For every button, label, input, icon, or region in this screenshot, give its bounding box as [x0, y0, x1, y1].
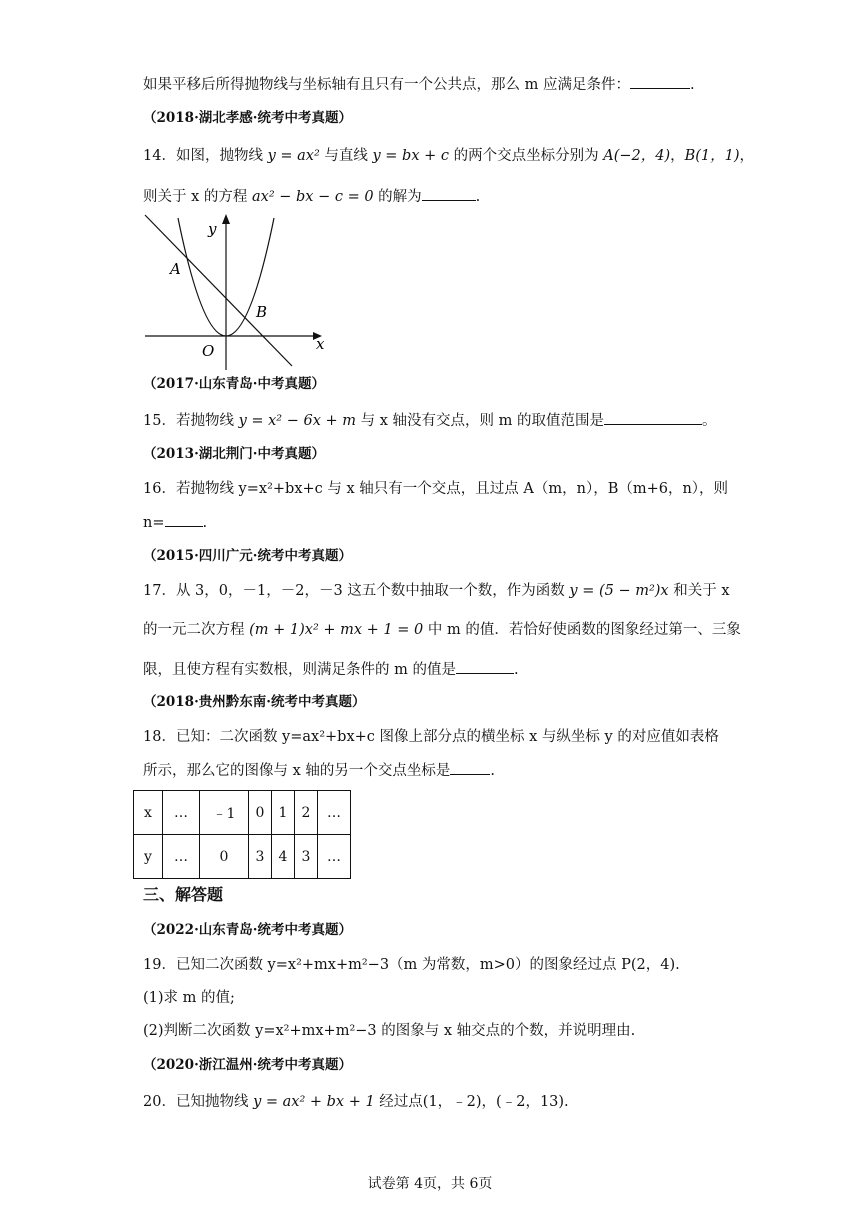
table-cell: 0: [200, 835, 249, 879]
q17-line2: [143, 620, 741, 640]
q14-eq-line: y = bx + c: [372, 148, 449, 164]
label-x: x: [316, 335, 325, 353]
label-origin: O: [202, 342, 215, 360]
q20-eq: y = ax² + bx + 1: [253, 1094, 375, 1110]
q20-text-b: 经过点(1，﹣2)，(﹣2，13).: [374, 1094, 569, 1110]
table-cell: x: [134, 791, 163, 835]
table-cell: 3: [295, 835, 318, 879]
q14-line1: [143, 146, 754, 166]
q15-text-a: 15．若抛物线: [143, 413, 239, 429]
q15-answer-blank[interactable]: [604, 410, 702, 425]
q14-answer-blank[interactable]: [422, 186, 476, 201]
q17-text-b: 和关于 x: [668, 583, 730, 599]
table-cell: 4: [272, 835, 295, 879]
q19-source: （2022·山东青岛·统考中考真题）: [143, 922, 352, 938]
q15-end: 。: [701, 413, 717, 429]
table-cell: …: [163, 835, 200, 879]
q17-text-e: 限，且使方程有实数根，则满足条件的 m 的值是: [143, 662, 456, 678]
q17-period: .: [513, 662, 519, 678]
q18-text-a: 所示，那么它的图像与 x 轴的另一个交点坐标是: [143, 763, 451, 779]
q20-text-a: 20．已知抛物线: [143, 1094, 254, 1110]
q16-line1: 16．若抛物线 y=x²+bx+c 与 x 轴只有一个交点，且过点 A（m，n），B（m+6，n），则: [143, 481, 729, 497]
table-cell: …: [318, 791, 351, 835]
q17-text-c: 的一元二次方程: [143, 622, 250, 638]
q17-text-a: 17．从 3，0，－1，－2，－3 这五个数中抽取一个数，作为函数: [143, 583, 570, 599]
q13-text: 如果平移后所得抛物线与坐标轴有且只有一个公共点，那么 m 应满足条件：: [143, 77, 630, 93]
q18-answer-blank[interactable]: [450, 760, 490, 775]
label-point-b: B: [256, 303, 268, 321]
q20-source: （2020·浙江温州·统考中考真题）: [143, 1057, 352, 1073]
q14-source: （2018·湖北孝感·统考中考真题）: [143, 110, 352, 126]
label-point-a: A: [170, 260, 181, 278]
label-y: y: [208, 220, 217, 238]
q18-line1: 18．已知：二次函数 y=ax²+bx+c 图像上部分点的横坐标 x 与纵坐标 y 的对应值如表格: [143, 729, 719, 745]
q17-eq-quad: (m + 1)x² + mx + 1 = 0: [249, 622, 424, 638]
table-cell: …: [318, 835, 351, 879]
q16-answer-blank[interactable]: [165, 512, 203, 527]
q18-source: （2018·贵州黔东南·统考中考真题）: [143, 694, 366, 710]
q16-source: （2013·湖北荆门·中考真题）: [143, 446, 325, 462]
section-heading: 三、解答题: [143, 885, 224, 904]
q14-point-b: B(1，1): [684, 148, 740, 164]
q14-text-b: 与直线: [319, 148, 373, 164]
q14-comma: ，: [739, 148, 755, 164]
table-cell: 0: [249, 791, 272, 835]
q18-period: .: [490, 763, 496, 779]
table-cell: ﹣1: [200, 791, 249, 835]
q15-eq: y = x² − 6x + m: [238, 413, 356, 429]
q17-text-d: 中 m 的值．若恰好使函数的图象经过第一、三象: [423, 622, 741, 638]
q17-line3: [143, 659, 519, 680]
q18-value-table: [133, 790, 351, 879]
y-axis-arrow-icon: [222, 214, 230, 224]
q15-text-b: 与 x 轴没有交点，则 m 的取值范围是: [356, 413, 604, 429]
q19-line1: 19．已知二次函数 y=x²+mx+m²−3（m 为常数，m>0）的图象经过点 P(2，4).: [143, 957, 680, 973]
q14-text-c: 的两个交点坐标分别为: [449, 148, 604, 164]
table-cell: 3: [249, 835, 272, 879]
table-row-x: [134, 791, 351, 835]
q14-sep: ，: [670, 148, 685, 164]
q15-line: [143, 410, 716, 431]
q13-answer-blank[interactable]: [630, 74, 690, 89]
q16-text-n: n=: [143, 515, 165, 531]
q14-text-a: 14．如图，抛物线: [143, 148, 268, 164]
q17-source: （2015·四川广元·统考中考真题）: [143, 548, 352, 564]
q14-text-d: 则关于 x 的方程: [143, 189, 253, 205]
q14-point-a: A(−2，4): [603, 148, 671, 164]
q19-part2: (2)判断二次函数 y=x²+mx+m²−3 的图象与 x 轴交点的个数，并说明理由.: [143, 1023, 636, 1039]
q17-eq-func: y = (5 − m²)x: [569, 583, 669, 599]
q13-period: .: [689, 77, 695, 93]
q13-line: [143, 74, 695, 95]
q14-eq-parabola: y = ax²: [267, 148, 320, 164]
q14-period: .: [475, 189, 481, 205]
q14-line2: [143, 186, 480, 207]
q16-period: .: [202, 515, 208, 531]
table-cell: 2: [295, 791, 318, 835]
q19-part1: (1)求 m 的值;: [143, 990, 235, 1006]
q17-line1: [143, 581, 730, 601]
table-cell: y: [134, 835, 163, 879]
q18-line2: [143, 760, 495, 781]
q14-text-e: 的解为: [373, 189, 422, 205]
table-cell: 1: [272, 791, 295, 835]
table-row-y: [134, 835, 351, 879]
q14-eq-equation: ax² − bx − c = 0: [252, 189, 374, 205]
q15-source: （2017·山东青岛·中考真题）: [143, 376, 325, 392]
q20-line: [143, 1092, 569, 1112]
table-cell: …: [163, 791, 200, 835]
page-footer: 试卷第 4页，共 6页: [367, 1176, 493, 1192]
q14-figure: [140, 210, 335, 370]
q16-line2: [143, 512, 207, 533]
q17-answer-blank[interactable]: [456, 659, 514, 674]
